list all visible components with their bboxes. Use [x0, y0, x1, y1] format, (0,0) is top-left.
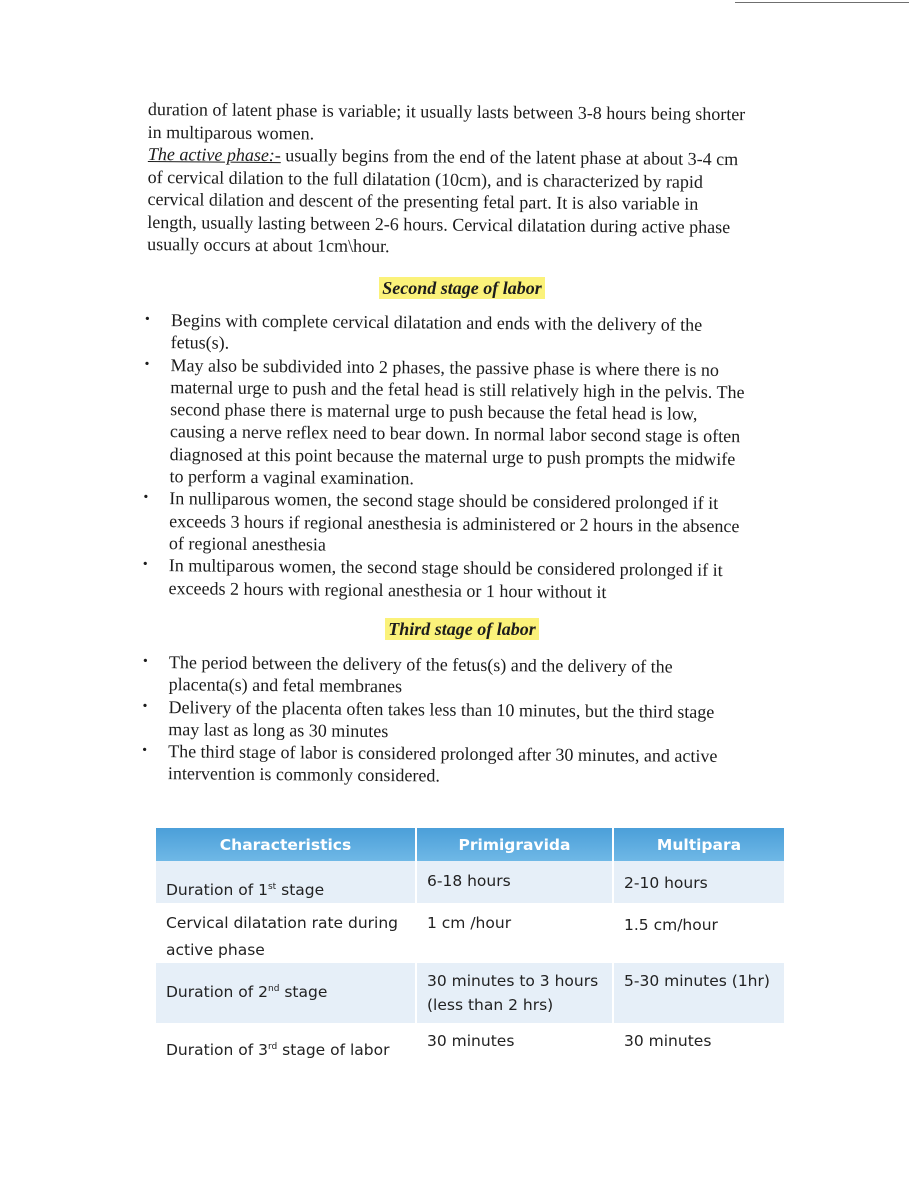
- cell-multipara: 30 minutes: [613, 1023, 784, 1065]
- list-item: [143, 487, 749, 559]
- cell-characteristic: [156, 861, 416, 903]
- cell-primigravida: 6-18 hours: [416, 861, 613, 903]
- latent-phase-paragraph: [148, 98, 748, 148]
- bullet-icon: •: [144, 311, 150, 327]
- cell-multipara: 5-30 minutes (1hr): [613, 963, 784, 1023]
- cell-primigravida: 1 cm /hour: [416, 903, 613, 963]
- list-item-text: Begins with complete cervical dilatation and ends with the delivery of the fetus(s).: [170, 309, 703, 353]
- list-item-text: The period between the delivery of the fetus(s) and the delivery of the placenta(s) and fetal membranes: [168, 652, 673, 697]
- list-item-text: In nulliparous women, the second stage should be considered prolonged if it exceeds 3 hours if regional anesthesia is administered or 2 hours in the absence of regional anesthesia: [168, 488, 740, 555]
- second-stage-heading: Second stage of labor: [379, 277, 545, 299]
- list-item: [144, 353, 749, 492]
- cell-characteristic: [156, 903, 416, 963]
- table-header-row: [156, 828, 784, 861]
- cell-text: Duration of 2: [166, 983, 268, 1002]
- table-row: [156, 1023, 784, 1065]
- list-item: [142, 651, 728, 701]
- list-item-text: The third stage of labor is considered prolonged after 30 minutes, and active intervention is commonly considered.: [167, 741, 718, 787]
- cell-multipara: 1.5 cm/hour: [613, 903, 784, 963]
- active-phase-paragraph: [147, 143, 748, 261]
- second-stage-heading-row: [148, 277, 768, 299]
- active-phase-text: usually begins from the end of the latent phase at about 3-4 cm of cervical dilation to the full dilatation (10cm), and is characterized by rapid cervical dilation and descent of the presenting fetal part. It is also variable in length, usually lasting between 2-6 hours. Cervical dilatation during active phase usually occurs at about 1cm\hour.: [147, 145, 739, 257]
- cell-text: stage: [276, 881, 325, 900]
- cell-primigravida: 30 minutes to 3 hours (less than 2 hrs): [416, 963, 613, 1023]
- list-item-text: Delivery of the placenta often takes less than 10 minutes, but the third stage may last as long as 30 minutes: [168, 697, 715, 742]
- bullet-icon: •: [142, 743, 148, 759]
- cell-primigravida: 30 minutes: [416, 1023, 613, 1065]
- active-phase-label: The active phase:-: [147, 143, 281, 166]
- cell-characteristic: [156, 963, 416, 1023]
- list-item: [144, 309, 750, 359]
- bullet-icon: •: [143, 489, 149, 505]
- cell-text: Duration of 1: [166, 881, 268, 900]
- comparison-table: [156, 828, 784, 1065]
- header-multipara: Multipara: [613, 828, 784, 861]
- cell-text: Duration of 3: [166, 1041, 268, 1060]
- list-item: [142, 554, 747, 604]
- bullet-icon: •: [142, 556, 148, 572]
- cell-text: stage of labor: [277, 1041, 390, 1060]
- header-primigravida: Primigravida: [416, 828, 613, 861]
- cell-text: stage: [279, 983, 328, 1002]
- list-item: [142, 741, 727, 791]
- table-row: [156, 861, 784, 903]
- bullet-icon: •: [142, 698, 148, 714]
- header-characteristics: Characteristics: [156, 828, 416, 861]
- labor-stage-table: [156, 828, 784, 1065]
- ordinal-suffix: rd: [267, 1042, 278, 1052]
- bullet-icon: •: [142, 654, 148, 670]
- table-row: [156, 903, 784, 963]
- cell-text: Cervical dilatation rate during active phase: [166, 914, 399, 960]
- cell-characteristic: [156, 1023, 416, 1065]
- third-stage-heading: Third stage of labor: [385, 618, 539, 640]
- third-stage-list: [142, 651, 728, 790]
- table-row: [156, 963, 784, 1023]
- scan-edge-line: [735, 2, 909, 3]
- second-stage-list: [142, 309, 750, 604]
- list-item-text: May also be subdivided into 2 phases, the passive phase is where there is no maternal urge to push and the fetal head is still relatively high in the pelvis. The second phase there is maternal urge to push because the fetal head is low, causing a nerve reflex need to bear down. In normal labor second stage is often diagnosed at this point because the maternal urge to push prompts the midwife to perform a vaginal examination.: [169, 354, 745, 488]
- ordinal-suffix: nd: [267, 984, 280, 994]
- list-item: [142, 696, 727, 746]
- third-stage-heading-row: [148, 618, 768, 640]
- latent-phase-text: duration of latent phase is variable; it usually lasts between 3-8 hours being shorter in multiparous women.: [147, 98, 746, 143]
- ordinal-suffix: st: [267, 882, 277, 892]
- document-page: [142, 98, 768, 787]
- list-item-text: In multiparous women, the second stage should be considered prolonged if it exceeds 2 hours with regional anesthesia or 1 hour without it: [168, 554, 723, 602]
- cell-multipara: 2-10 hours: [613, 861, 784, 903]
- bullet-icon: •: [144, 356, 150, 372]
